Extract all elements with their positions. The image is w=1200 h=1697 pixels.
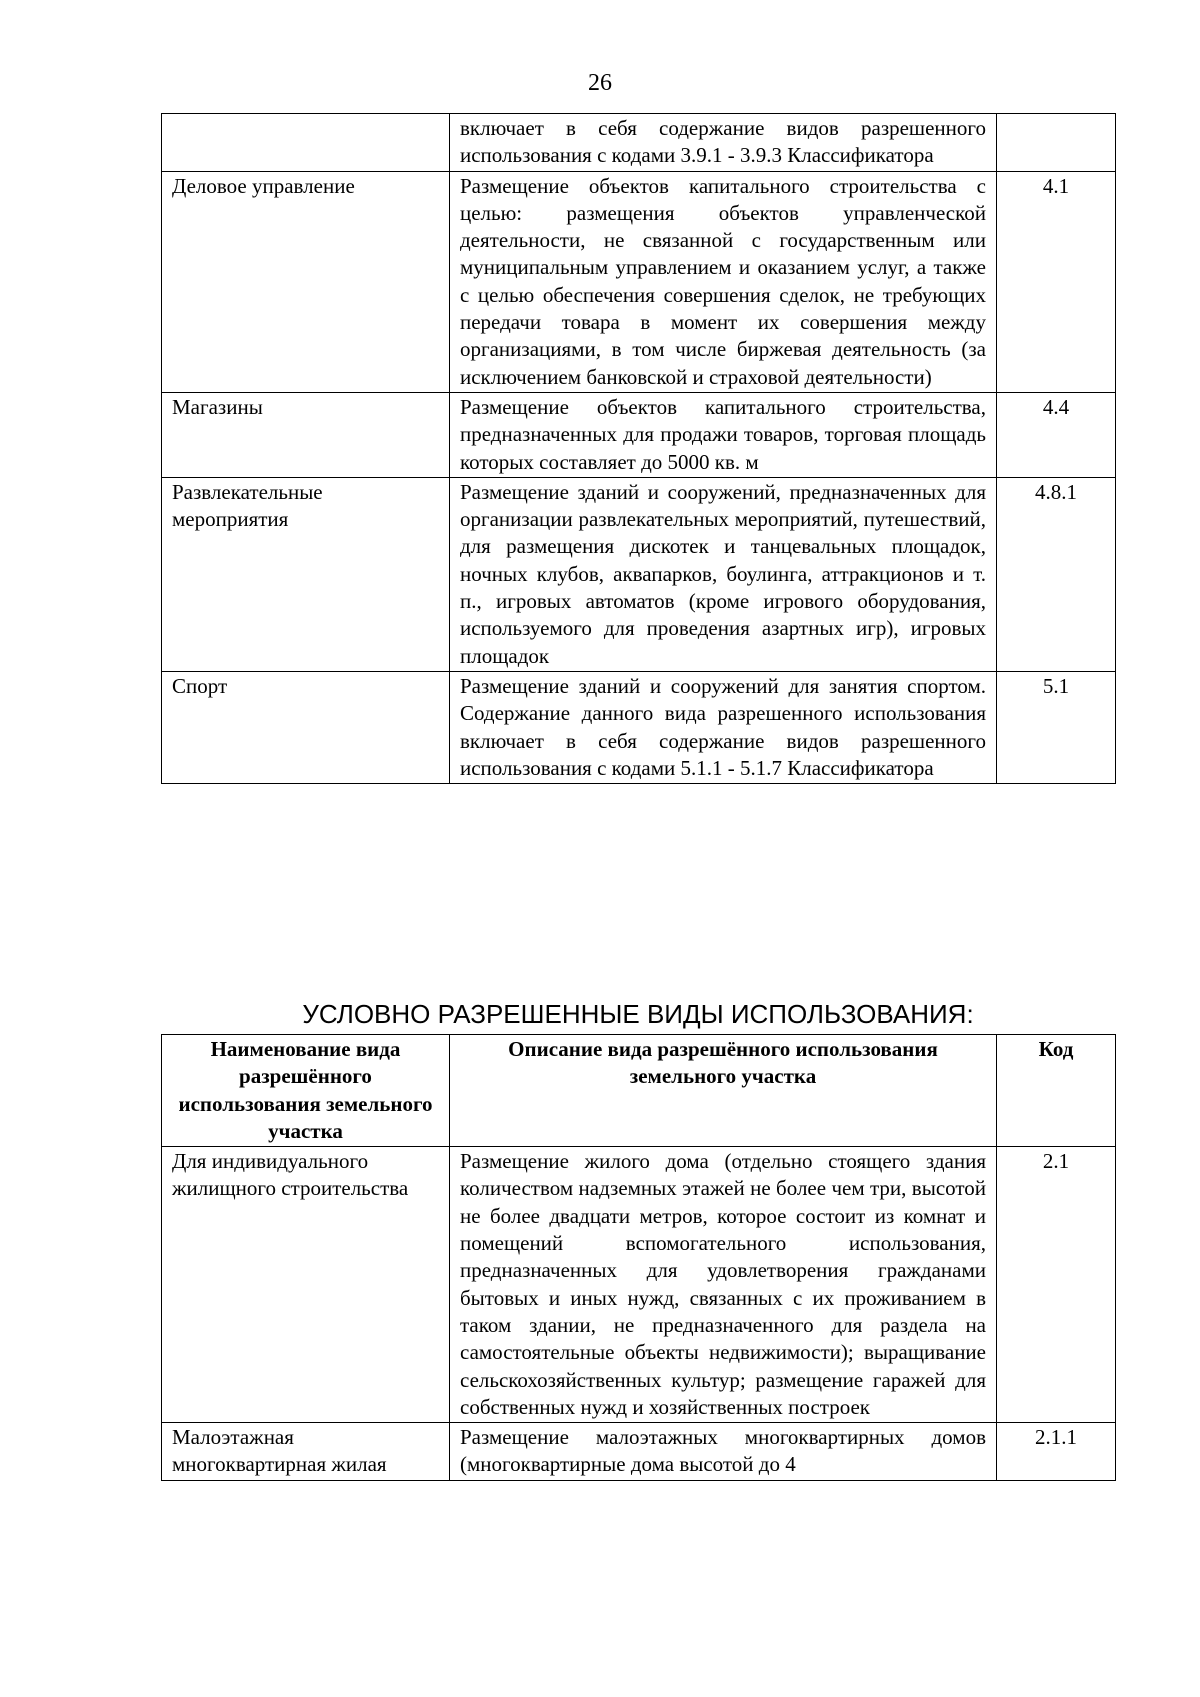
land-use-code-cell: 4.8.1	[997, 477, 1116, 671]
land-use-name-cell: Развлекательные мероприятия	[162, 477, 450, 671]
land-use-description-cell: Размещение объектов капитального строительства с целью: размещения объектов управленческой деятельности, не связанной с государственным или муниципальным управлением и оказанием услуг, а также с целью обеспечения совершения сделок, не требующих передачи товара в момент их совершения между организациями, в том числе биржевая деятельность (за исключением банковской и страховой деятельности)	[450, 171, 997, 392]
land-use-code-cell: 5.1	[997, 671, 1116, 783]
conditional-land-use-table	[161, 1034, 1116, 1481]
land-use-code-cell: 4.1	[997, 171, 1116, 392]
land-use-code-cell: 2.1.1	[997, 1423, 1116, 1481]
land-use-code-cell: 4.4	[997, 392, 1116, 477]
land-use-description-cell: включает в себя содержание видов разрешенного использования с кодами 3.9.1 - 3.9.3 Классификатора	[450, 114, 997, 172]
header-description: Описание вида разрешённого использования земельного участка	[450, 1035, 997, 1147]
section-heading: УСЛОВНО РАЗРЕШЕННЫЕ ВИДЫ ИСПОЛЬЗОВАНИЯ:	[302, 999, 974, 1029]
land-use-name-cell: Магазины	[162, 392, 450, 477]
land-use-name-cell: Малоэтажная многоквартирная жилая	[162, 1423, 450, 1481]
land-use-code-cell: 2.1	[997, 1147, 1116, 1423]
land-use-table-continued	[161, 113, 1116, 784]
land-use-description-cell: Размещение объектов капитального строительства, предназначенных для продажи товаров, торговая площадь которых составляет до 5000 кв. м	[450, 392, 997, 477]
land-use-description-cell: Размещение жилого дома (отдельно стоящего здания количеством надземных этажей не более чем три, высотой не более двадцати метров, которое состоит из комнат и помещений вспомогательного использования, предназначенных для удовлетворения гражданами бытовых и иных нужд, связанных с их проживанием в таком здании, не предназначенного для раздела на самостоятельные объекты недвижимости); выращивание сельскохозяйственных культур; размещение гаражей для собственных нужд и хозяйственных построек	[450, 1147, 997, 1423]
land-use-name-cell: Спорт	[162, 671, 450, 783]
header-name: Наименование вида разрешённого использования земельного участка	[162, 1035, 450, 1147]
land-use-code-cell	[997, 114, 1116, 172]
land-use-name-cell: Для индивидуального жилищного строительства	[162, 1147, 450, 1423]
land-use-description-cell: Размещение малоэтажных многоквартирных домов (многоквартирные дома высотой до 4	[450, 1423, 997, 1481]
table-row	[162, 392, 1116, 477]
land-use-name-cell	[162, 114, 450, 172]
land-use-description-cell: Размещение зданий и сооружений для занятия спортом. Содержание данного вида разрешенного использования включает в себя содержание видов разрешенного использования с кодами 5.1.1 - 5.1.7 Классификатора	[450, 671, 997, 783]
page-number: 26	[588, 70, 612, 96]
table-row	[162, 171, 1116, 392]
table-row	[162, 671, 1116, 783]
table-row	[162, 477, 1116, 671]
header-code: Код	[997, 1035, 1116, 1147]
land-use-description-cell: Размещение зданий и сооружений, предназначенных для организации развлекательных мероприятий, путешествий, для размещения дискотек и танцевальных площадок, ночных клубов, аквапарков, боулинга, аттракционов и т. п., игровых автоматов (кроме игрового оборудования, используемого для проведения азартных игр), игровых площадок	[450, 477, 997, 671]
table-row	[162, 114, 1116, 172]
land-use-name-cell: Деловое управление	[162, 171, 450, 392]
table-row	[162, 1423, 1116, 1481]
table-row	[162, 1147, 1116, 1423]
table-header-row	[162, 1035, 1116, 1147]
